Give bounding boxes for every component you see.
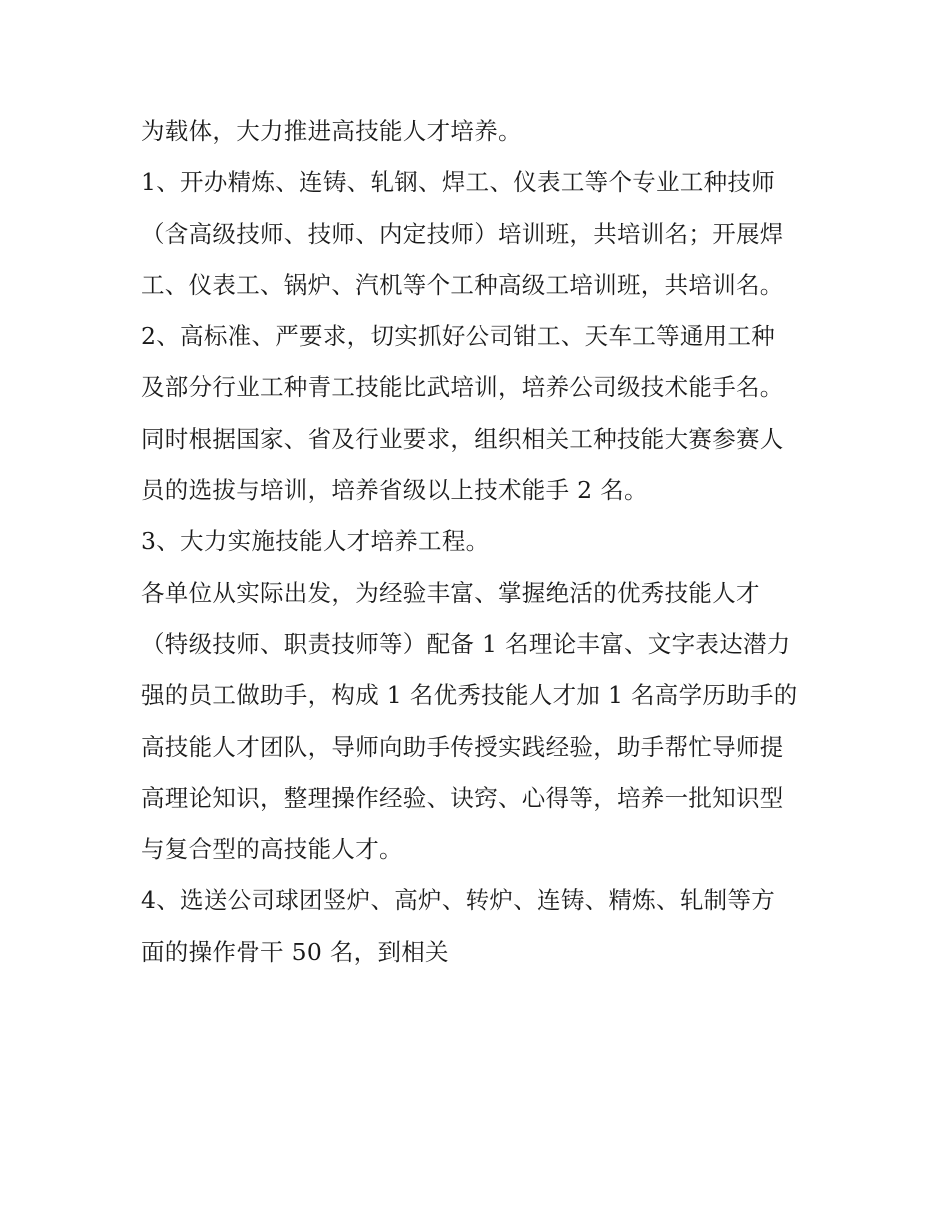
text-line: 强的员工做助手，构成 1 名优秀技能人才加 1 名高学历助手的 bbox=[141, 681, 798, 710]
text-line: 与复合型的高技能人才。 bbox=[141, 835, 403, 864]
text-line: 高理论知识，整理操作经验、诀窍、心得等，培养一批知识型 bbox=[141, 783, 784, 812]
text-line: 4、选送公司球团竖炉、高炉、转炉、连铸、精炼、轧制等方 bbox=[141, 886, 776, 915]
text-line: 及部分行业工种青工技能比武培训，培养公司级技术能手名。 bbox=[141, 373, 784, 402]
text-line: 各单位从实际出发，为经验丰富、掌握绝活的优秀技能人才 bbox=[141, 578, 760, 607]
text-line: 员的选拔与培训，培养省级以上技术能手 2 名。 bbox=[141, 476, 648, 505]
text-line: 同时根据国家、省及行业要求，组织相关工种技能大赛参赛人 bbox=[141, 424, 784, 453]
text-line: （含高级技师、技师、内定技师）培训班，共培训名；开展焊 bbox=[141, 219, 784, 248]
text-line: 2、高标准、严要求，切实抓好公司钳工、天车工等通用工种 bbox=[141, 322, 776, 351]
text-line: 1、开办精炼、连铸、轧钢、焊工、仪表工等个专业工种技师 bbox=[141, 168, 776, 197]
text-line: 工、仪表工、锅炉、汽机等个工种高级工培训班，共培训名。 bbox=[141, 270, 784, 299]
document-body bbox=[141, 106, 821, 978]
text-line: 为载体，大力推进高技能人才培养。 bbox=[141, 117, 522, 145]
text-line: 3、大力实施技能人才培养工程。 bbox=[141, 527, 490, 556]
text-line: 高技能人才团队，导师向助手传授实践经验，助手帮忙导师提 bbox=[141, 732, 784, 761]
text-line: 面的操作骨干 50 名，到相关 bbox=[141, 937, 449, 966]
text-line: （特级技师、职责技师等）配备 1 名理论丰富、文字表达潜力 bbox=[141, 629, 791, 658]
